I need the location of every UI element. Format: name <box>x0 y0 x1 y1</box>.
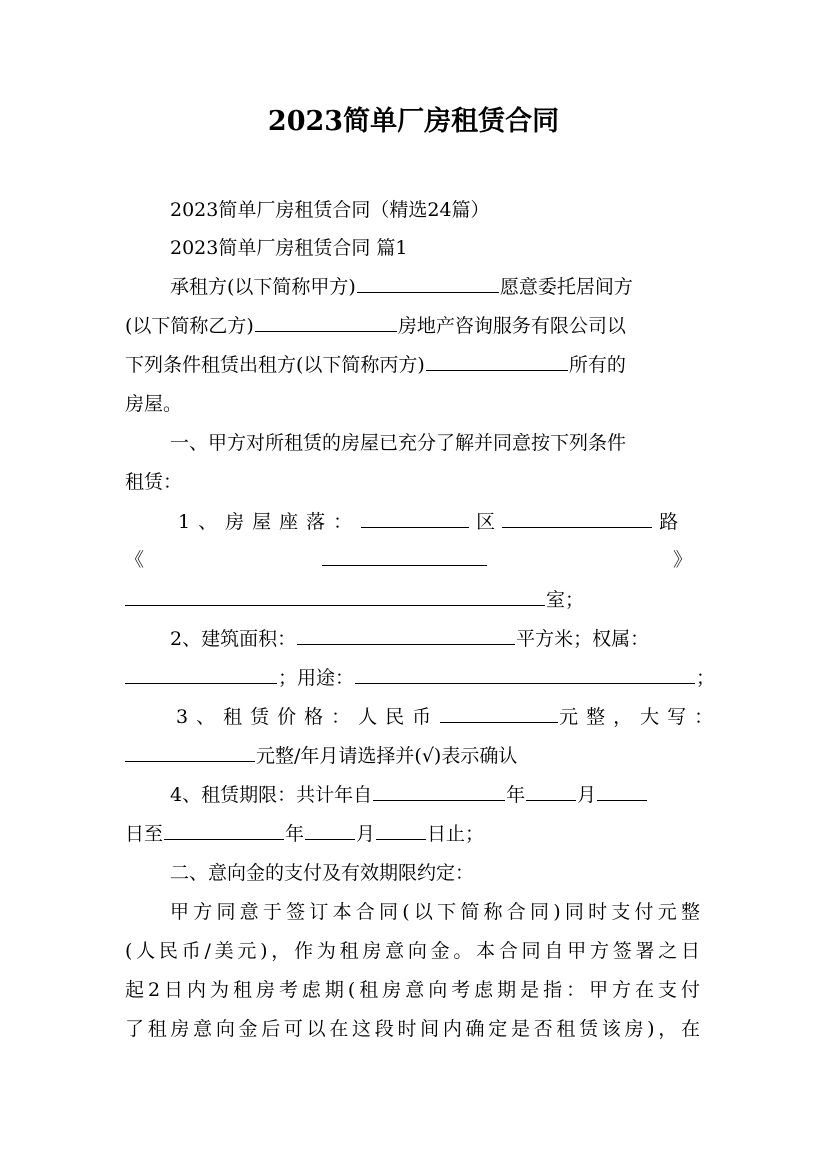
fill-in-blank <box>255 309 397 332</box>
text: 路 <box>659 511 679 533</box>
fill-in-blank <box>440 700 558 723</box>
fill-in-blank <box>125 739 255 762</box>
item-2-line-1 <box>170 620 700 658</box>
text: 月 <box>356 823 376 845</box>
section-2-line-2: (人民币/美元)，作为租房意向金。本合同自甲方签署之日 <box>125 940 700 962</box>
document-title: 2023简单厂房租赁合同 <box>267 106 560 137</box>
item-2-line-2 <box>125 659 716 697</box>
text: 室； <box>546 589 585 611</box>
fill-in-blank <box>305 817 355 840</box>
text: 所有的 <box>568 354 626 376</box>
section-1-line-2: 租赁： <box>125 471 183 493</box>
item-1-line-3 <box>125 581 700 619</box>
item-1-line-1 <box>178 503 700 541</box>
fill-in-blank <box>373 778 505 801</box>
paragraph-1-line-4: 房屋。 <box>125 393 183 415</box>
section-2-line-1: 甲方同意于签订本合同(以下简称合同)同时支付元整 <box>170 901 700 923</box>
text: (以下简称乙方) <box>125 315 254 337</box>
section-heading: 2023简单厂房租赁合同 篇1 <box>170 237 408 259</box>
fill-in-blank <box>376 817 426 840</box>
text: 区 <box>476 511 496 533</box>
fill-in-blank <box>502 505 652 528</box>
section-1-line-1: 一、甲方对所租赁的房屋已充分了解并同意按下列条件 <box>170 432 627 454</box>
item-3-line-2 <box>125 737 700 775</box>
fill-in-blank <box>164 817 284 840</box>
text: 房地产咨询服务有限公司以 <box>397 315 626 337</box>
fill-in-blank <box>125 583 545 606</box>
fill-in-blank <box>426 348 568 371</box>
fill-in-blank <box>597 778 647 801</box>
text: 日至 <box>125 823 164 845</box>
text: ； <box>696 667 716 689</box>
text: 年 <box>506 784 526 806</box>
paragraph-1-line-2 <box>125 307 700 345</box>
fill-in-blank <box>361 505 469 528</box>
item-3-line-1 <box>176 698 722 736</box>
paragraph-1-line-3 <box>125 346 700 384</box>
text: 愿意委托居间方 <box>499 276 633 298</box>
fill-in-blank <box>297 622 515 645</box>
section-2-line-3: 起2日内为租房考虑期(租房意向考虑期是指：甲方在支付 <box>125 979 700 1001</box>
text: 日止； <box>427 823 485 845</box>
text: 4、租赁期限：共计年自 <box>170 784 373 806</box>
fill-in-blank <box>355 661 695 684</box>
text: 下列条件租赁出租方(以下简称丙方) <box>125 354 425 376</box>
fill-in-blank <box>322 543 487 566</box>
text: 1、房屋座落： <box>178 511 361 533</box>
fill-in-blank <box>357 270 499 293</box>
subtitle: 2023简单厂房租赁合同（精选24篇） <box>170 199 490 221</box>
fill-in-blank <box>125 661 277 684</box>
text: 承租方(以下简称甲方) <box>170 276 356 298</box>
text: ；用途： <box>278 667 355 689</box>
item-1-line-2 <box>125 541 700 579</box>
text: 3、租赁价格：人民币 <box>176 706 440 728</box>
text: 《 <box>125 549 145 571</box>
text: 2、建筑面积： <box>170 628 297 650</box>
text: 》 <box>672 549 692 571</box>
text: 年 <box>285 823 305 845</box>
item-4-line-1 <box>170 776 700 814</box>
text: 月 <box>577 784 597 806</box>
text: 平方米；权属： <box>516 628 650 650</box>
section-2-line-4: 了租房意向金后可以在这段时间内确定是否租赁该房)，在 <box>125 1018 700 1040</box>
section-2-heading: 二、意向金的支付及有效期限约定： <box>170 862 475 884</box>
item-4-line-2 <box>125 815 700 853</box>
text: 元整，大写： <box>559 706 722 728</box>
paragraph-1-line-1 <box>170 268 700 306</box>
fill-in-blank <box>526 778 576 801</box>
text: 元整/年月请选择并(√)表示确认 <box>256 745 518 767</box>
